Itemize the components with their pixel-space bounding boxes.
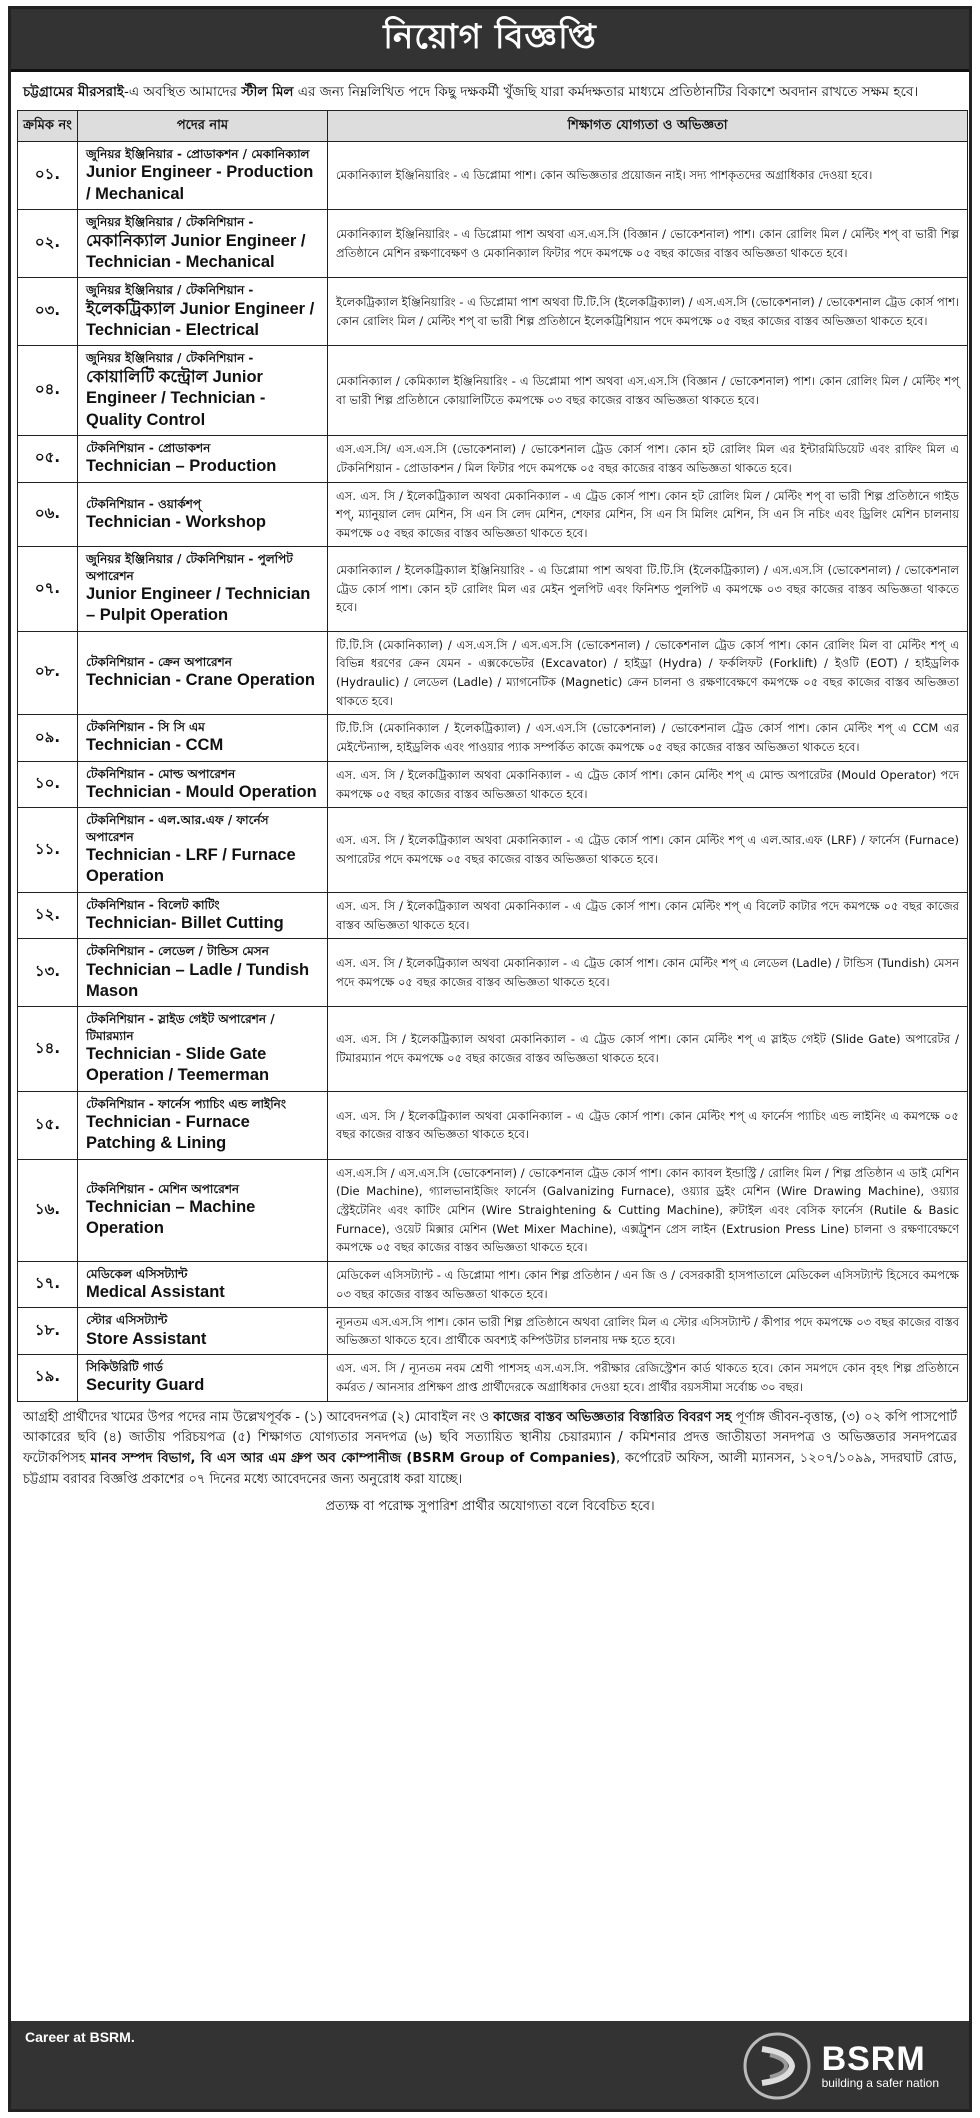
row-requirement: এস. এস. সি / ইলেকট্রিক্যাল অথবা মেকানিক্যাল - এ ট্রেড কোর্স পাশ। কোন হট রোলিং মিল / মেল্টিং শপ্ বা ভারী শিল্প প্রতিষ্ঠানে গাইড শপ্, ম্যানুয়াল লেদ মেশিন, সি এন সি লেদ মেশিন, শেফার মেশিন, সি এন সি মিলিং মেশিন, সি এন সি নচিং এবং ড্রিলিং মেশিন চালনায় কমপক্ষে ০৫ বছর কাজের বাস্তব অভিজ্ঞতা থাকতে হবে। <box>328 482 968 547</box>
position-name-english: ইলেকট্রিক্যাল Junior Engineer / Technician - Electrical <box>86 299 315 339</box>
position-name-bangla: মেডিকেল এসিসট্যান্ট <box>86 1266 188 1281</box>
position-name-english: Technician - LRF / Furnace Operation <box>86 845 296 886</box>
row-requirement: এস. এস. সি / ইলেকট্রিক্যাল অথবা মেকানিক্যাল - এ ট্রেড কোর্স পাশ। কোন মেল্টিং শপ্ এ মোল্ড অপারেটর (Mould Operator) পদে কমপক্ষে ০৫ বছর কাজের বাস্তব অভিজ্ঞতা থাকতে হবে। <box>328 761 968 808</box>
table-row <box>18 278 968 346</box>
position-name-bangla: জুনিয়র ইঞ্জিনিয়ার / টেকনিশিয়ান - পুলপিট অপারেশন <box>86 552 293 583</box>
position-name-english: Store Assistant <box>86 1329 207 1348</box>
row-requirement: টি.টি.সি (মেকানিক্যাল / ইলেকট্রিক্যাল) / এস.এস.সি (ভোকেশনাল) / ভোকেশনাল ট্রেড কোর্স পাশ। কোন মেল্টিং শপ্ এ CCM এর মেইন্টেন্যান্স, হাইড্রলিক এবং পাওয়ার প্যাক সম্পর্কিত কাজে কমপক্ষে ০৫ বছর কাজের বাস্তব অভিজ্ঞতা থাকতে হবে। <box>328 715 968 762</box>
row-serial: ১৬. <box>18 1159 78 1261</box>
table-row <box>18 547 968 631</box>
application-instructions <box>11 1402 969 1491</box>
table-row <box>18 1007 968 1091</box>
position-name-bangla: টেকনিশিয়ান - মেশিন অপারেশন <box>86 1181 240 1196</box>
row-position <box>78 715 328 762</box>
row-requirement: মেডিকেল এসিসট্যান্ট - এ ডিপ্লোমা পাশ। কোন শিল্প প্রতিষ্ঠান / এন জি ও / বেসরকারী হাসপাতালে মেডিকেল এসিসট্যান্ট হিসেবে কমপক্ষে ০৩ বছর কাজের বাস্তব অভিজ্ঞতা থাকতে হবে। <box>328 1261 968 1308</box>
position-name-bangla: টেকনিশিয়ান - লেডেল / টান্ডিস মেসন <box>86 944 269 959</box>
row-position <box>78 547 328 631</box>
row-requirement: ন্যূনতম এস.এস.সি পাশ। কোন ভারী শিল্প প্রতিষ্ঠানে অথবা রোলিং মিল এ স্টোর এসিসট্যান্ট / কীপার পদে কমপক্ষে ০৩ বছর কাজের বাস্তব অভিজ্ঞতা থাকতে হবে। প্রার্থীকে অবশ্যই কম্পিউটার চালনায় দক্ষ হতে হবে। <box>328 1308 968 1355</box>
row-serial: ০৪. <box>18 346 78 436</box>
intro-text-2: এর জন্য নিম্নলিখিত পদে কিছু দক্ষকর্মী খুঁজছি যারা কর্মদক্ষতার মাধ্যমে প্রতিষ্ঠানটির বিকাশে অবদান রাখতে সক্ষম হবে। <box>293 84 919 100</box>
row-serial: ০৬. <box>18 482 78 547</box>
table-row <box>18 761 968 808</box>
table-row <box>18 435 968 482</box>
position-name-english: Technician- Billet Cutting <box>86 913 284 932</box>
row-requirement: এস. এস. সি / ইলেকট্রিক্যাল অথবা মেকানিক্যাল - এ ট্রেড কোর্স পাশ। কোন মেল্টিং শপ্ এ স্লাইড গেইট (Slide Gate) অপারেটর / টিমারম্যান পদে কমপক্ষে ০৫ বছর কাজের বাস্তব অভিজ্ঞতা থাকতে হবে। <box>328 1007 968 1091</box>
table-row <box>18 1308 968 1355</box>
branding-band <box>11 2021 969 2109</box>
row-requirement: ইলেকট্রিক্যাল ইঞ্জিনিয়ারিং - এ ডিপ্লোমা পাশ অথবা টি.টি.সি (ইলেকট্রিক্যাল) / এস.এস.সি (ভোকেশনাল) / ভোকেশনাল ট্রেড কোর্স পাশ। কোন রোলিং মিল / মেল্টিং শপ্ বা ভারী শিল্প প্রতিষ্ঠানে ইলেকট্রিশিয়ান পদে কমপক্ষে ০৫ বছর কাজের বাস্তব অভিজ্ঞতা থাকতে হবে। <box>328 278 968 346</box>
row-position <box>78 761 328 808</box>
position-name-english: Technician - Mould Operation <box>86 783 317 801</box>
row-requirement: মেকানিক্যাল / ইলেকট্রিক্যাল ইঞ্জিনিয়ারিং - এ ডিপ্লোমা পাশ অথবা টি.টি.সি (ইলেকট্রিক্যাল) / এস.এস.সি (ভোকেশনাল) / ভোকেশনাল ট্রেড কোর্স পাশ। কোন হট রোলিং মিল এর মেইন পুলপিট এবং ফিনিশড পুলপিট এ কমপক্ষে ০৩ বছর কাজের বাস্তব অভিজ্ঞতা থাকতে হবে। <box>328 547 968 631</box>
position-name-english: Technician - Workshop <box>86 512 266 531</box>
page-title: নিয়োগ বিজ্ঞপ্তি <box>383 16 597 57</box>
footer-text-1: আগ্রহী প্রার্থীদের খামের উপর পদের নাম উল্লেখপূর্বক - (১) আবেদনপত্র (২) মোবাইল নং ও <box>23 1409 494 1425</box>
position-name-english: Technician - Furnace Patching & Lining <box>86 1112 250 1153</box>
row-serial: ০৫. <box>18 435 78 482</box>
row-requirement: মেকানিক্যাল ইঞ্জিনিয়ারিং - এ ডিপ্লোমা পাশ অথবা এস.এস.সি (বিজ্ঞান / ভোকেশনাল) পাশ। কোন রোলিং মিল / মেল্টিং শপ্ বা ভারী শিল্প প্রতিষ্ঠানে মেশিন রক্ষণাবেক্ষণ ও মেকানিক্যাল ফিটার পদে কমপক্ষে ০৫ বছর কাজের বাস্তব অভিজ্ঞতা থাকতে হবে। <box>328 210 968 278</box>
footer-text-3: , কর্পোরেট অফিস, আলী ম্যানসন, ১২০৭/১০৯৯, সদরঘাট রোড, চট্টগ্রাম বরাবর বিজ্ঞপ্তি প্রকাশের ০৭ দিনের মধ্যে আবেদনের জন্য অনুরোধ করা যাচ্ছে। <box>23 1451 957 1488</box>
row-serial: ০৯. <box>18 715 78 762</box>
row-serial: ০২. <box>18 210 78 278</box>
table-row <box>18 939 968 1007</box>
row-serial: ১৫. <box>18 1091 78 1159</box>
row-requirement: এস.এস.সি/ এস.এস.সি (ভোকেশনাল) / ভোকেশনাল ট্রেড কোর্স পাশ। কোন হট রোলিং মিল এর ইন্টারমিডিয়েট এবং রাফিং মিল এ টেকনিশিয়ান - প্রোডাকশন / মিল ফিটার পদে কমপক্ষে ০৫ বছর কাজের বাস্তব অভিজ্ঞতা থাকতে হবে। <box>328 435 968 482</box>
logo-tagline: building a safer nation <box>821 2076 939 2090</box>
position-name-bangla: টেকনিশিয়ান - ক্রেন অপারেশন <box>86 655 232 670</box>
table-row <box>18 482 968 547</box>
position-name-bangla: টেকনিশিয়ান - ওয়ার্কশপ্ <box>86 496 202 511</box>
table-row <box>18 1091 968 1159</box>
row-requirement: মেকানিক্যাল ইঞ্জিনিয়ারিং - এ ডিপ্লোমা পাশ। কোন অভিজ্ঞতার প্রয়োজন নাই। সদ্য পাশকৃতদের অগ্রাধিকার দেওয়া হবে। <box>328 142 968 210</box>
row-position <box>78 939 328 1007</box>
row-serial: ১৪. <box>18 1007 78 1091</box>
row-serial: ০১. <box>18 142 78 210</box>
intro-company: স্টীল মিল <box>241 84 294 100</box>
intro-text-1: -এ অবস্থিত আমাদের <box>123 84 242 100</box>
footer-text-2: পূর্ণাঙ্গ জীবন-বৃত্তান্ত, (৩) ০২ কপি পাসপোর্ট আকারের ছবি (৪) জাতীয় পরিচয়পত্র (৫) শিক্ষাগত যোগ্যতার সনদপত্র (৬) ছবি সত্যায়িত স্থানীয় চেয়ারম্যান / কমিশনার প্রদত্ত জাতীয়তা সনদপত্র ও অভিজ্ঞতার সনদপত্রের ফটোকপিসহ <box>23 1409 957 1467</box>
footer-bold-1: কাজের বাস্তব অভিজ্ঞতার বিস্তারিত বিবরণ সহ <box>493 1409 732 1425</box>
row-serial: ০৮. <box>18 631 78 715</box>
row-position <box>78 435 328 482</box>
position-name-english: Technician - CCM <box>86 736 224 755</box>
row-position <box>78 482 328 547</box>
row-position <box>78 1159 328 1261</box>
position-name-bangla: টেকনিশিয়ান - এল.আর.এফ / ফার্নেস অপারেশন <box>86 813 269 844</box>
position-name-bangla: জুনিয়র ইঞ্জিনিয়ার / টেকনিশিয়ান - <box>86 351 254 366</box>
position-name-english: Junior Engineer - Production / Mechanical <box>86 163 314 203</box>
position-name-english: মেকানিক্যাল Junior Engineer / Technician - Mechanical <box>86 231 306 271</box>
position-name-bangla: টেকনিশিয়ান - স্লাইড গেইট অপারেশন / টিমারম্যান <box>86 1012 275 1043</box>
table-row <box>18 631 968 715</box>
position-name-bangla: টেকনিশিয়ান - বিলেট কাটিং <box>86 897 220 912</box>
job-advertisement <box>8 6 972 2112</box>
table-row <box>18 346 968 436</box>
position-name-english: Medical Assistant <box>86 1283 225 1301</box>
row-requirement: এস. এস. সি / ইলেকট্রিক্যাল অথবা মেকানিক্যাল - এ ট্রেড কোর্স পাশ। কোন মেল্টিং শপ্ এ ফার্নেস প্যাচিং এন্ড লাইনিং এ কমপক্ষে ০৫ বছর কাজের বাস্তব অভিজ্ঞতা থাকতে হবে। <box>328 1091 968 1159</box>
footer-bold-2: মানব সম্পদ বিভাগ, বি এস আর এম গ্রুপ অব কোম্পানীজ (BSRM Group of Companies) <box>90 1451 616 1467</box>
table-row <box>18 808 968 892</box>
row-position <box>78 892 328 939</box>
position-name-english: Technician – Machine Operation <box>86 1197 256 1238</box>
position-name-bangla: জুনিয়র ইঞ্জিনিয়ার / টেকনিশিয়ান - <box>86 283 254 298</box>
header-serial: ক্রমিক নং <box>18 111 78 142</box>
table-row <box>18 142 968 210</box>
row-serial: ১১. <box>18 808 78 892</box>
row-serial: ১৭. <box>18 1261 78 1308</box>
row-requirement: এস. এস. সি / ইলেকট্রিক্যাল অথবা মেকানিক্যাল - এ ট্রেড কোর্স পাশ। কোন মেল্টিং শপ্ এ বিলেট কাটার পদে কমপক্ষে ০৫ বছর কাজের বাস্তব অভিজ্ঞতা থাকতে হবে। <box>328 892 968 939</box>
row-requirement: মেকানিক্যাল / কেমিক্যাল ইঞ্জিনিয়ারিং - এ ডিপ্লোমা পাশ অথবা এস.এস.সি (বিজ্ঞান / ভোকেশনাল) পাশ। কোন রোলিং মিল / মেল্টিং শপ্ বা ভারী শিল্প প্রতিষ্ঠানে কোয়ালিটিতে কমপক্ষে ০৩ বছর কাজের বাস্তব অভিজ্ঞতা থাকতে হবে। <box>328 346 968 436</box>
row-position <box>78 1261 328 1308</box>
row-requirement: এস.এস.সি / এস.এস.সি (ভোকেশনাল) / ভোকেশনাল ট্রেড কোর্স পাশ। কোন ক্যাবল ইন্ডাস্ট্রি / রোলিং মিল / শিল্প প্রতিষ্ঠান এ ডাই মেশিন (Die Machine), গ্যালভানাইজিং ফার্নেস (Galvanizing Furnace), ওয়্যার ড্রইং মেশিন (Wire Drawing Machine), ওয়্যার স্ট্রেইটেনিং এবং কাটিং মেশিন (Wire Straightening & Cutting Machine), রুটাইল এবং বেসিক ফার্নেস (Rutile & Basic Furnace), ওয়েট মিক্সার মেশিন (Wet Mixer Machine), এক্সট্রুশন প্রেস লাইন (Extrusion Press Line) চালনা ও রক্ষণাবেক্ষণে কমপক্ষে ০৫ বছর কাজের বাস্তব অভিজ্ঞতা থাকতে হবে। <box>328 1159 968 1261</box>
position-name-bangla: টেকনিশিয়ান - প্রোডাকশন <box>86 440 211 455</box>
position-name-english: Technician – Production <box>86 457 277 476</box>
row-position <box>78 1091 328 1159</box>
row-serial: ১৮. <box>18 1308 78 1355</box>
row-serial: ০৩. <box>18 278 78 346</box>
table-row <box>18 892 968 939</box>
row-requirement: টি.টি.সি (মেকানিক্যাল) / এস.এস.সি / এস.এস.সি (ভোকেশনাল) / ভোকেশনাল ট্রেড কোর্স পাশ। কোন রোলিং মিল বা মেল্টিং শপ্ এ বিভিন্ন ধরণের ক্রেন যেমন - এক্সকেভেটর (Excavator) / হাইড্রা (Hydra) / ফর্কলিফট (Forklift) / ইওটি (EOT) / হাইড্রলিক (Hydraulic) / লেডেল (Ladle) / ম্যাগনেটিক (Magnetic) ক্রেন চালনা ও রক্ষণাবেক্ষণে কমপক্ষে ০৫ বছর কাজের বাস্তব অভিজ্ঞতা থাকতে হবে। <box>328 631 968 715</box>
table-row <box>18 1355 968 1402</box>
position-name-bangla: জুনিয়র ইঞ্জিনিয়ার - প্রোডাকশন / মেকানিক্যাল <box>86 147 310 162</box>
position-name-bangla: টেকনিশিয়ান - ফার্নেস প্যাচিং এন্ড লাইনিং <box>86 1096 286 1111</box>
bsrm-logo <box>742 2031 939 2101</box>
position-name-english: Technician - Crane Operation <box>86 671 315 690</box>
position-name-bangla: টেকনিশিয়ান - মোল্ড অপারেশন <box>86 766 236 781</box>
table-row <box>18 715 968 762</box>
position-name-english: কোয়ালিটি কন্ট্রোল Junior Engineer / Technician - Quality Control <box>86 367 266 429</box>
table-header-row <box>18 111 968 142</box>
row-position <box>78 1308 328 1355</box>
position-name-bangla: টেকনিশিয়ান - সি সি এম <box>86 720 205 735</box>
row-position <box>78 1355 328 1402</box>
table-row <box>18 1261 968 1308</box>
row-position <box>78 808 328 892</box>
position-name-bangla: স্টোর এসিসট্যান্ট <box>86 1313 168 1328</box>
intro-location: চট্টগ্রামের মীরসরাই <box>23 84 124 100</box>
table-row <box>18 1159 968 1261</box>
row-position <box>78 278 328 346</box>
position-name-bangla: সিকিউরিটি গার্ড <box>86 1360 163 1375</box>
row-serial: ১০. <box>18 761 78 808</box>
recommendation-note: প্রত্যক্ষ বা পরোক্ষ সুপারিশ প্রার্থীর অযোগ্যতা বলে বিবেচিত হবে। <box>325 1498 655 1514</box>
row-requirement: এস. এস. সি / ইলেকট্রিক্যাল অথবা মেকানিক্যাল - এ ট্রেড কোর্স পাশ। কোন মেল্টিং শপ্ এ এল.আর.এফ (LRF) / ফার্নেস (Furnace) অপারেটর পদে কমপক্ষে ০৫ বছর কাজের বাস্তব অভিজ্ঞতা থাকতে হবে। <box>328 808 968 892</box>
row-position <box>78 210 328 278</box>
bsrm-logo-icon <box>742 2031 812 2101</box>
intro-paragraph <box>11 72 969 110</box>
header-requirement: শিক্ষাগত যোগ্যতা ও অভিজ্ঞতা <box>328 111 968 142</box>
jobs-table <box>17 110 968 1401</box>
position-name-english: Technician - Slide Gate Operation / Teemerman <box>86 1044 270 1085</box>
row-position <box>78 142 328 210</box>
row-position <box>78 346 328 436</box>
row-serial: ১২. <box>18 892 78 939</box>
career-label: Career at BSRM. <box>25 2029 135 2045</box>
position-name-english: Technician – Ladle / Tundish Mason <box>86 960 310 1000</box>
position-name-english: Security Guard <box>86 1376 205 1395</box>
row-requirement: এস. এস. সি / ইলেকট্রিক্যাল অথবা মেকানিক্যাল - এ ট্রেড কোর্স পাশ। কোন মেল্টিং শপ্ এ লেডেল (Ladle) / টান্ডিস (Tundish) মেসন পদে কমপক্ষে ০৫ বছর কাজের বাস্তব অভিজ্ঞতা থাকতে হবে। <box>328 939 968 1007</box>
position-name-bangla: জুনিয়র ইঞ্জিনিয়ার / টেকনিশিয়ান - <box>86 215 254 230</box>
table-row <box>18 210 968 278</box>
title-band <box>11 9 969 72</box>
row-serial: ১৩. <box>18 939 78 1007</box>
header-position: পদের নাম <box>78 111 328 142</box>
position-name-english: Junior Engineer / Technician – Pulpit Operation <box>86 584 311 625</box>
logo-name: BSRM <box>821 2040 926 2078</box>
row-position <box>78 1007 328 1091</box>
row-serial: ১৯. <box>18 1355 78 1402</box>
row-position <box>78 631 328 715</box>
row-requirement: এস. এস. সি / ন্যূনতম নবম শ্রেণী পাশসহ এস.এস.সি. পরীক্ষার রেজিস্ট্রেশন কার্ড থাকতে হবে। কোন সমপদে কোন বৃহৎ শিল্প প্রতিষ্ঠানে কর্মরত / আনসার প্রশিক্ষণ প্রাপ্ত প্রার্থীদেরকে অগ্রাধিকার দেওয়া হবে। প্রার্থীর বয়সসীমা সর্বোচ্চ ৩০ বছর। <box>328 1355 968 1402</box>
row-serial: ০৭. <box>18 547 78 631</box>
